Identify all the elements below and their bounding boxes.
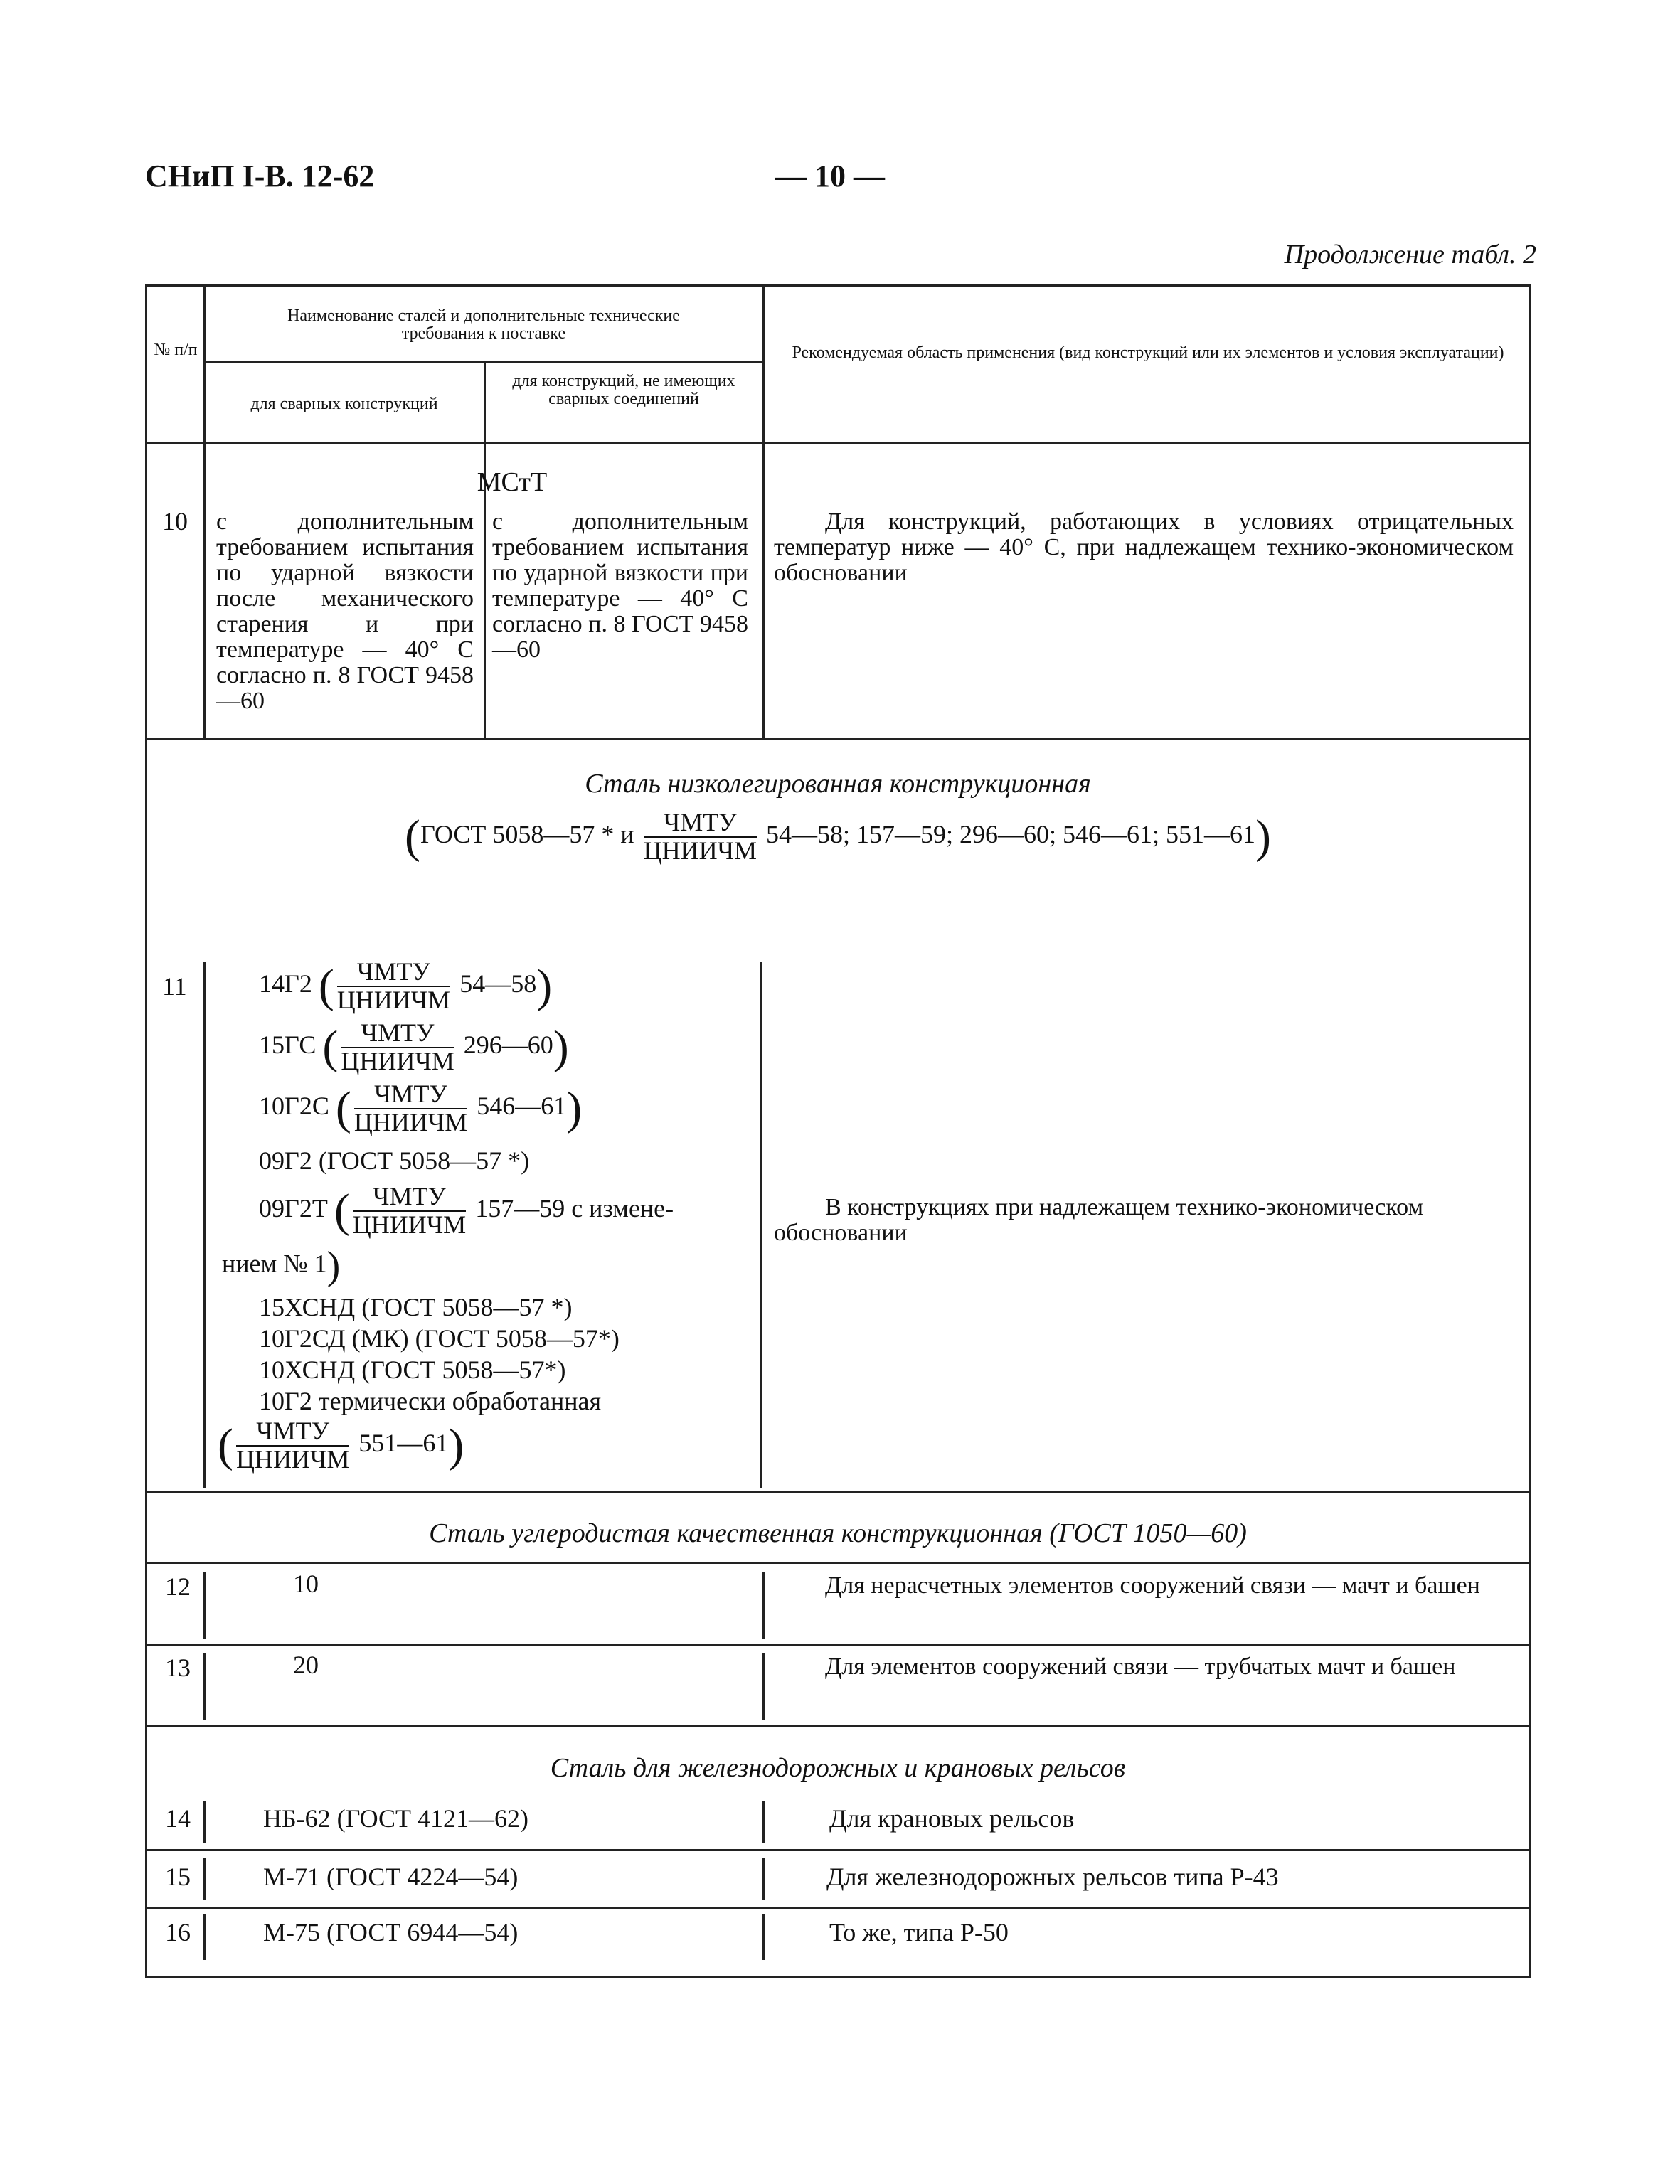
table-right-border (1529, 284, 1531, 1977)
col-divider (203, 284, 206, 740)
col-divider (762, 1914, 765, 1960)
col-divider (484, 361, 486, 740)
row-11-grade-9-gost: ( $\frac{\text{ЧМТУ}}{\text{ЦНИИЧМ}}$ 551—61) (218, 1417, 464, 1474)
row-14-grade: НБ-62 (ГОСТ 4121—62) (263, 1804, 528, 1833)
row-12-num: 12 (165, 1572, 191, 1601)
header-names-group: Наименование сталей и дополнительные технические требования к поставке (287, 307, 680, 343)
col-divider (203, 1858, 206, 1900)
row-11-num: 11 (162, 972, 187, 1001)
gost-suffix: 54—58; 157—59; 296—60; 546—61; 551—61 (766, 820, 1256, 849)
table-left-border (145, 284, 147, 1977)
row-11-grade-5: 09Г2Т ( $\frac{\text{ЧМТУ}}{\text{ЦНИИЧМ}}$ 157—59 с измене- (259, 1182, 674, 1239)
col-divider (203, 1801, 206, 1843)
row-11-grade-4: 09Г2 (ГОСТ 5058—57 *) (259, 1146, 530, 1175)
col-divider (762, 1858, 765, 1900)
col-divider (203, 1572, 206, 1639)
section-carbon-line (145, 1562, 1531, 1564)
row-14-num: 14 (165, 1804, 191, 1833)
row-13-bottom-line (145, 1725, 1531, 1727)
col-divider (760, 962, 762, 1488)
header-nonwelded: для конструкций, не имеющих сварных соединений (512, 372, 735, 408)
col-divider (762, 284, 765, 740)
section-rail-title: Сталь для железнодорожных и крановых рельсов (550, 1753, 1126, 1783)
gost-prefix: ГОСТ 5058—57 * и (420, 820, 634, 849)
row-10-grade: МСтТ (477, 467, 548, 497)
row-10-welded: с дополнительным требованием испытания по ударной вязкости после механического старения и при температуре — 40° С согласно п. 8 ГОСТ 9458—60 (216, 508, 474, 714)
col-divider (203, 1653, 206, 1720)
row-11-grade-2: 15ГС ( $\frac{\text{ЧМТУ}}{\text{ЦНИИЧМ}}$ 296—60) (259, 1018, 569, 1075)
row-12-bottom-line (145, 1644, 1531, 1646)
row-11-grade-1: 14Г2 ( $\frac{\text{ЧМТУ}}{\text{ЦНИИЧМ}}$ 54—58) (259, 957, 553, 1014)
fraction-top: ЧМТУ (644, 809, 757, 838)
col-divider (762, 1572, 765, 1639)
header-subdivider (203, 361, 762, 363)
table-continuation-label: Продолжение табл. 2 (1284, 240, 1536, 270)
row-16-usage: То же, типа Р-50 (829, 1918, 1009, 1946)
row-16-num: 16 (165, 1918, 191, 1946)
row-11-usage: В конструкциях при надлежащем технико-экономическом обосновании (774, 1194, 1423, 1246)
row-14-bottom-line (145, 1849, 1531, 1851)
table-top-border (145, 284, 1531, 287)
row-13-usage: Для элементов сооружений связи — трубчатых мачт и башен (825, 1653, 1456, 1680)
row-15-usage: Для железнодорожных рельсов типа Р-43 (826, 1863, 1279, 1891)
col-divider (762, 1801, 765, 1843)
row-11-grade-7: 10Г2СД (МК) (ГОСТ 5058—57*) (259, 1324, 620, 1353)
row-13-num: 13 (165, 1653, 191, 1682)
section-low-alloy-gost: (ГОСТ 5058—57 * и $\frac{\text{ЧМТУ}}{\text{ЦНИИЧМ}}$ 54—58; 157—59; 296—60; 546—61; 551—61) (404, 808, 1271, 865)
section-carbon-title: Сталь углеродистая качественная конструкционная (ГОСТ 1050—60) (429, 1518, 1247, 1548)
col-divider (203, 962, 206, 1488)
row-10-nonwelded: с дополнительным требованием испытания по ударной вязкости при температуре — 40° С согласно п. 8 ГОСТ 9458—60 (492, 508, 748, 663)
row-10-usage: Для конструкций, работающих в условиях отрицательных температур ниже — 40° С, при надлежащем технико-экономическом обосновании (774, 508, 1514, 586)
row-11-grade-9: 10Г2 термически обработанная (259, 1387, 602, 1415)
row-10-num: 10 (162, 507, 188, 536)
col-divider (762, 1653, 765, 1720)
row-12-usage: Для нерасчетных элементов сооружений связи — мачт и башен (825, 1572, 1480, 1599)
row-12-grade: 10 (293, 1570, 319, 1598)
row-11-grade-8: 10ХСНД (ГОСТ 5058—57*) (259, 1355, 566, 1384)
col-divider (203, 1914, 206, 1960)
header-bottom-line (145, 442, 1531, 444)
row-13-grade: 20 (293, 1651, 319, 1679)
row-15-num: 15 (165, 1863, 191, 1891)
table-bottom-border (145, 1976, 1531, 1978)
row-10-bottom-line (145, 738, 1531, 740)
fraction-bottom: ЦНИИЧМ (643, 836, 757, 865)
row-15-bottom-line (145, 1907, 1531, 1909)
row-11-bottom-line (145, 1491, 1531, 1493)
header-num: № п/п (154, 341, 198, 359)
page-number: — 10 — (775, 159, 885, 193)
row-14-usage: Для крановых рельсов (829, 1804, 1075, 1833)
row-15-grade: М-71 (ГОСТ 4224—54) (263, 1863, 519, 1891)
header-welded: для сварных конструкций (250, 395, 438, 413)
row-11-grade-6: 15ХСНД (ГОСТ 5058—57 *) (259, 1293, 573, 1321)
section-low-alloy-title: Сталь низколегированная конструкционная (585, 769, 1091, 799)
header-usage: Рекомендуемая область применения (вид конструкций или их элементов и условия эксплуатации) (792, 343, 1504, 362)
row-16-grade: М-75 (ГОСТ 6944—54) (263, 1918, 519, 1946)
gost-fraction (644, 809, 757, 865)
row-11-grade-3: 10Г2С ( $\frac{\text{ЧМТУ}}{\text{ЦНИИЧМ}}$ 546—61) (259, 1080, 583, 1136)
document-code: СНиП I-В. 12-62 (145, 159, 375, 193)
row-11-grade-5-cont: нием № 1) (222, 1244, 341, 1288)
